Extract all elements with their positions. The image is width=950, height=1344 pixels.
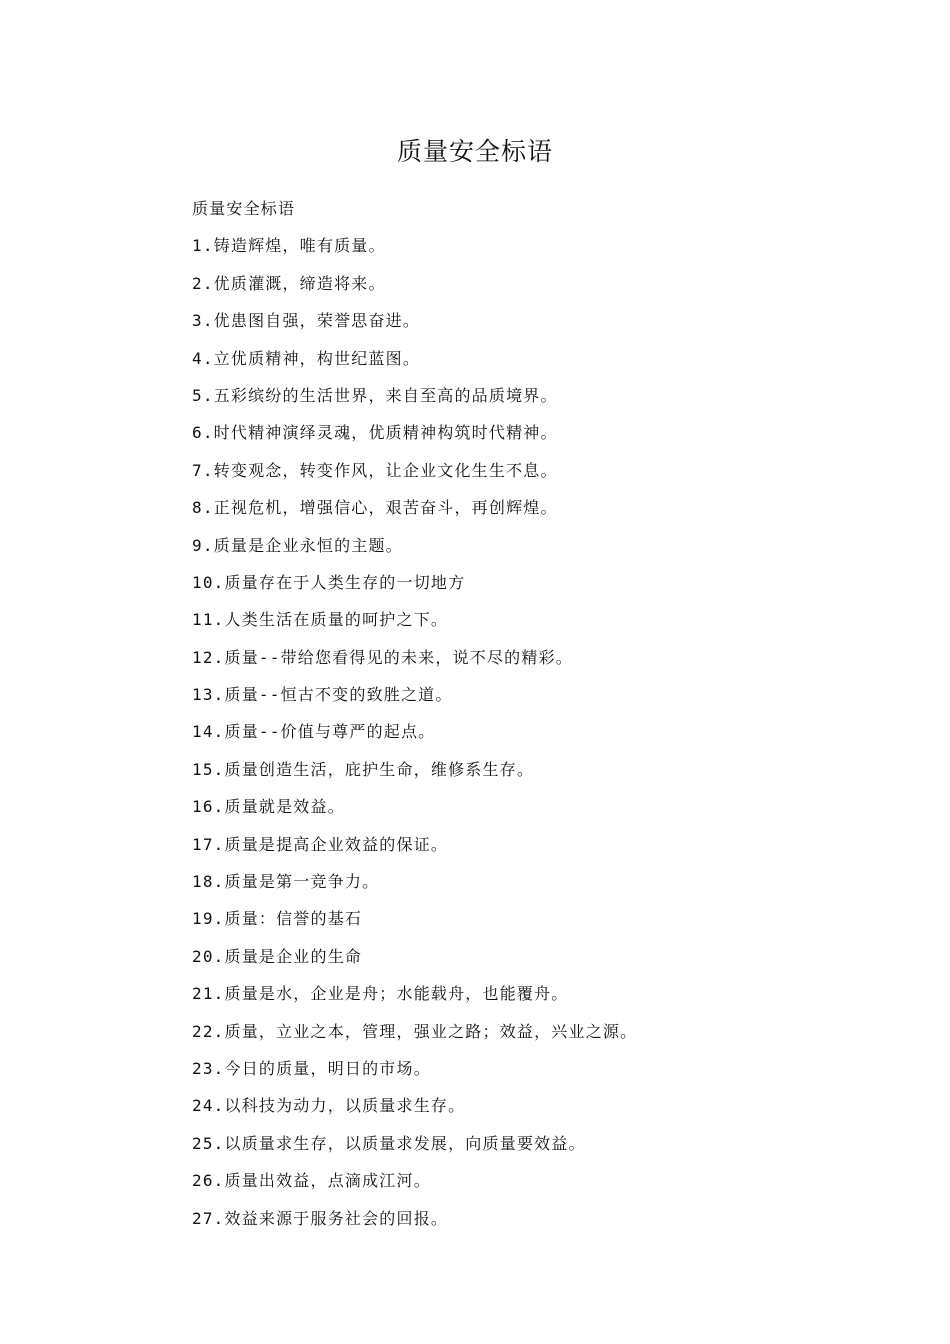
slogan-item: 1.铸造辉煌，唯有质量。 xyxy=(192,236,386,256)
slogan-item: 10.质量存在于人类生存的一切地方 xyxy=(192,572,466,592)
slogan-item: 25.以质量求生存，以质量求发展，向质量要效益。 xyxy=(192,1133,586,1153)
slogan-list xyxy=(192,227,812,1237)
document-title: 质量安全标语 xyxy=(396,137,553,166)
slogan-item: 22.质量，立业之本，管理，强业之路；效益，兴业之源。 xyxy=(192,1021,638,1041)
slogan-item: 23.今日的质量，明日的市场。 xyxy=(192,1058,431,1078)
slogan-item: 21.质量是水，企业是舟；水能载舟，也能覆舟。 xyxy=(192,984,569,1004)
slogan-item: 8.正视危机，增强信心，艰苦奋斗，再创辉煌。 xyxy=(192,498,558,518)
slogan-item: 6.时代精神演绎灵魂，优质精神构筑时代精神。 xyxy=(192,423,558,443)
slogan-item: 18.质量是第一竞争力。 xyxy=(192,872,380,892)
slogan-item: 20.质量是企业的生命 xyxy=(192,946,363,966)
slogan-item: 26.质量出效益，点滴成江河。 xyxy=(192,1171,431,1191)
slogan-item: 4.立优质精神，构世纪蓝图。 xyxy=(192,348,421,368)
slogan-item: 13.质量--恒古不变的致胜之道。 xyxy=(192,685,453,705)
slogan-item: 12.质量--带给您看得见的未来，说不尽的精彩。 xyxy=(192,647,573,667)
slogan-item: 19.质量：信誉的基石 xyxy=(192,909,363,929)
slogan-item: 2.优质灌溉，缔造将来。 xyxy=(192,273,386,293)
document-subtitle: 质量安全标语 xyxy=(192,199,296,218)
slogan-item: 17.质量是提高企业效益的保证。 xyxy=(192,834,449,854)
slogan-item: 27.效益来源于服务社会的回报。 xyxy=(192,1208,449,1228)
slogan-item: 5.五彩缤纷的生活世界，来自至高的品质境界。 xyxy=(192,385,558,405)
slogan-item: 14.质量--价值与尊严的起点。 xyxy=(192,722,436,742)
document-body xyxy=(192,190,812,1237)
slogan-item: 11.人类生活在质量的呵护之下。 xyxy=(192,610,449,630)
slogan-item: 15.质量创造生活，庇护生命，维修系生存。 xyxy=(192,759,535,779)
slogan-item: 7.转变观念，转变作风，让企业文化生生不息。 xyxy=(192,460,558,480)
slogan-item: 9.质量是企业永恒的主题。 xyxy=(192,535,403,555)
slogan-item: 16.质量就是效益。 xyxy=(192,797,345,817)
slogan-item: 3.优患图自强，荣誉思奋进。 xyxy=(192,311,421,331)
slogan-item: 24.以科技为动力，以质量求生存。 xyxy=(192,1096,466,1116)
